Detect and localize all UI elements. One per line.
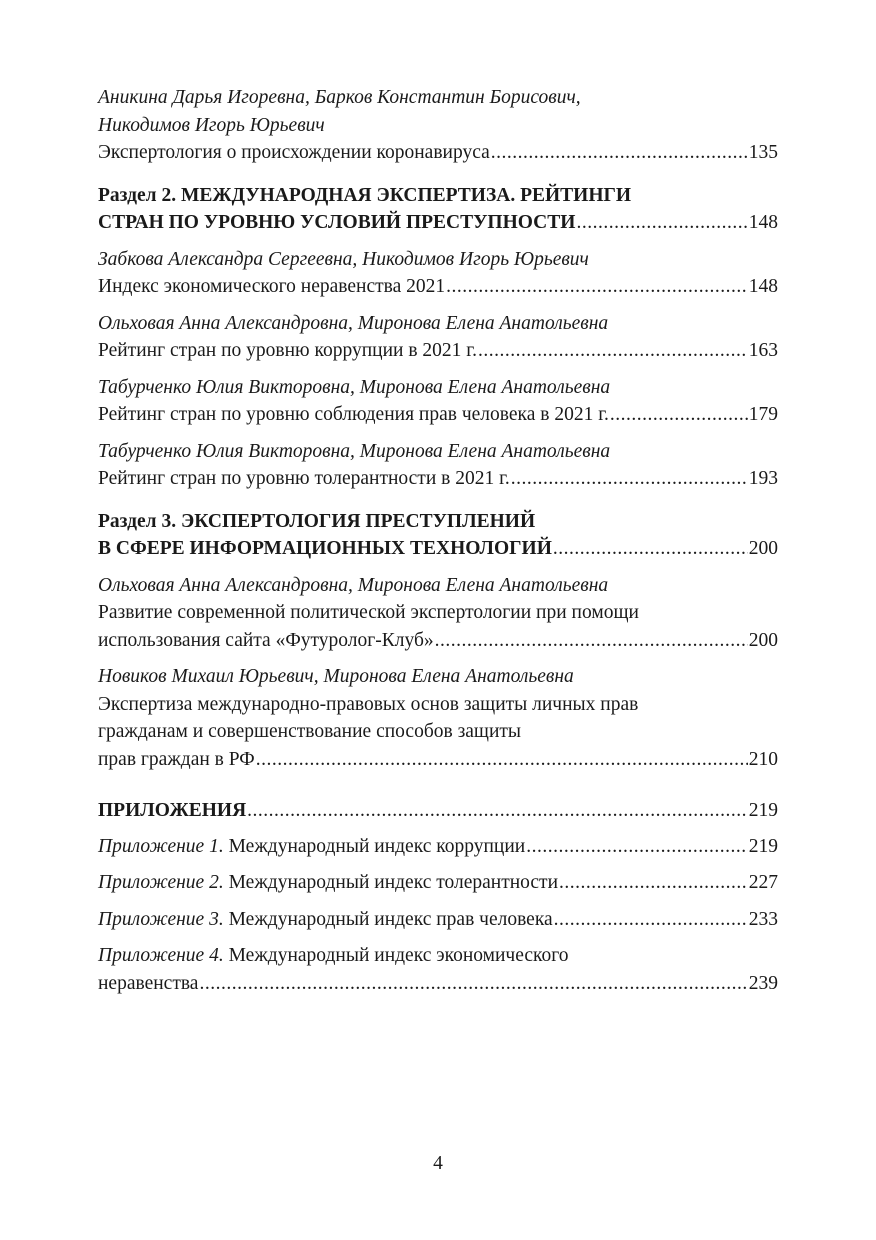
entry-page: 163 [748, 340, 778, 361]
entry-title-line [98, 139, 778, 167]
entry-title: Индекс экономического неравенства 2021 [98, 276, 446, 297]
dot-leader [559, 869, 748, 897]
appendix-page: 219 [748, 835, 778, 857]
appendix-title-line [98, 970, 778, 998]
entry-title-line3: прав граждан в РФ [98, 748, 255, 770]
appendix-item [98, 942, 778, 997]
appendix-page: 233 [748, 908, 778, 930]
dot-leader [576, 209, 747, 237]
entry-title-line2: использования сайта «Футуролог-Клуб» [98, 629, 434, 651]
entry-page: 200 [748, 629, 778, 651]
entry-title: Экспертология о происхождении коронавируса [98, 142, 490, 163]
appendix-label: Приложение 3. [98, 908, 224, 930]
appendix-title: Международный индекс прав человека [228, 908, 553, 930]
appendix-title: Международный индекс толерантности [228, 872, 559, 893]
entry-title-line [98, 273, 778, 301]
entry-title: Рейтинг стран по уровню коррупции в 2021 г. [98, 340, 477, 361]
entry-title: Рейтинг стран по уровню толерантности в 2021 г. [98, 468, 510, 489]
appendix-item [98, 869, 778, 897]
toc-entry [98, 438, 778, 493]
entry-authors: Новиков Михаил Юрьевич, Миронова Елена Анатольевна [98, 666, 574, 687]
dot-leader [491, 139, 748, 167]
entry-authors: Ольховая Анна Александровна, Миронова Елена Анатольевна [98, 574, 609, 596]
table-of-contents [98, 84, 778, 1006]
dot-leader [610, 401, 748, 429]
entry-title-line [98, 627, 778, 655]
dot-leader [526, 833, 748, 861]
toc-entry [98, 310, 778, 365]
section-2-heading [98, 182, 778, 237]
section-2-title-line2-row [98, 209, 778, 237]
page-number: 4 [433, 1153, 443, 1174]
entry-title-line2: гражданам и совершенствование способов защиты [98, 721, 522, 742]
appendix-item [98, 833, 778, 861]
entry-authors-continued: Никодимов Игорь Юрьевич [98, 114, 325, 136]
section-3-heading [98, 508, 778, 563]
section-2-page: 148 [748, 212, 778, 233]
dot-leader [435, 627, 748, 655]
dot-leader [553, 535, 748, 563]
entry-title-line1: Развитие современной политической экспертологии при помощи [98, 602, 639, 623]
appendices-heading [98, 797, 778, 825]
appendix-title: Международный индекс коррупции [228, 835, 526, 857]
toc-entry [98, 246, 778, 301]
appendix-label: Приложение 1. [98, 835, 224, 857]
entry-page: 193 [748, 468, 778, 489]
section-2-title-line1: Раздел 2. МЕЖДУНАРОДНАЯ ЭКСПЕРТИЗА. РЕЙТИНГИ [98, 184, 632, 206]
entry-authors: Табурченко Юлия Викторовна, Миронова Елена Анатольевна [98, 376, 611, 398]
appendices-page: 219 [748, 800, 778, 821]
entry-title-line [98, 401, 778, 429]
entry-title-line [98, 465, 778, 493]
entry-authors: Табурченко Юлия Викторовна, Миронова Елена Анатольевна [98, 440, 611, 462]
toc-entry [98, 374, 778, 429]
entry-title-line1: Экспертиза международно-правовых основ защиты личных прав [98, 693, 639, 715]
entry-authors: Аникина Дарья Игоревна, Барков Константин Борисович, [98, 87, 581, 108]
entry-authors: Забкова Александра Сергеевна, Никодимов Игорь Юрьевич [98, 248, 589, 270]
dot-leader [478, 337, 748, 365]
entry-title: Рейтинг стран по уровню соблюдения прав человека в 2021 г. [98, 404, 609, 425]
entry-page: 135 [748, 142, 778, 163]
toc-entry [98, 663, 778, 773]
entry-page: 210 [748, 748, 778, 770]
appendix-title-line2: неравенства [98, 972, 199, 994]
dot-leader [511, 465, 748, 493]
dot-leader [199, 970, 747, 998]
entry-authors: Ольховая Анна Александровна, Миронова Елена Анатольевна [98, 312, 609, 334]
appendix-title-line1: Международный индекс экономического [228, 945, 569, 966]
appendix-label: Приложение 4. [98, 945, 224, 966]
entry-page: 148 [748, 276, 778, 297]
section-3-page: 200 [748, 538, 778, 559]
dot-leader [247, 797, 748, 825]
section-3-title-line1: Раздел 3. ЭКСПЕРТОЛОГИЯ ПРЕСТУПЛЕНИЙ [98, 510, 536, 532]
section-3-title-line2: В СФЕРЕ ИНФОРМАЦИОННЫХ ТЕХНОЛОГИЙ [98, 538, 552, 559]
toc-entry-coronavirus [98, 84, 778, 167]
appendix-item [98, 906, 778, 934]
appendices-title: ПРИЛОЖЕНИЯ [98, 800, 247, 821]
entry-page: 179 [748, 404, 778, 425]
dot-leader [256, 746, 748, 774]
entry-title-line [98, 746, 778, 774]
toc-entry [98, 572, 778, 655]
dot-leader [446, 273, 748, 301]
dot-leader [554, 906, 748, 934]
appendix-page: 239 [748, 972, 778, 994]
section-3-title-line2-row [98, 535, 778, 563]
appendix-label: Приложение 2. [98, 872, 224, 893]
entry-title-line [98, 337, 778, 365]
appendix-page: 227 [748, 872, 778, 893]
section-2-title-line2: СТРАН ПО УРОВНЮ УСЛОВИЙ ПРЕСТУПНОСТИ [98, 212, 576, 233]
